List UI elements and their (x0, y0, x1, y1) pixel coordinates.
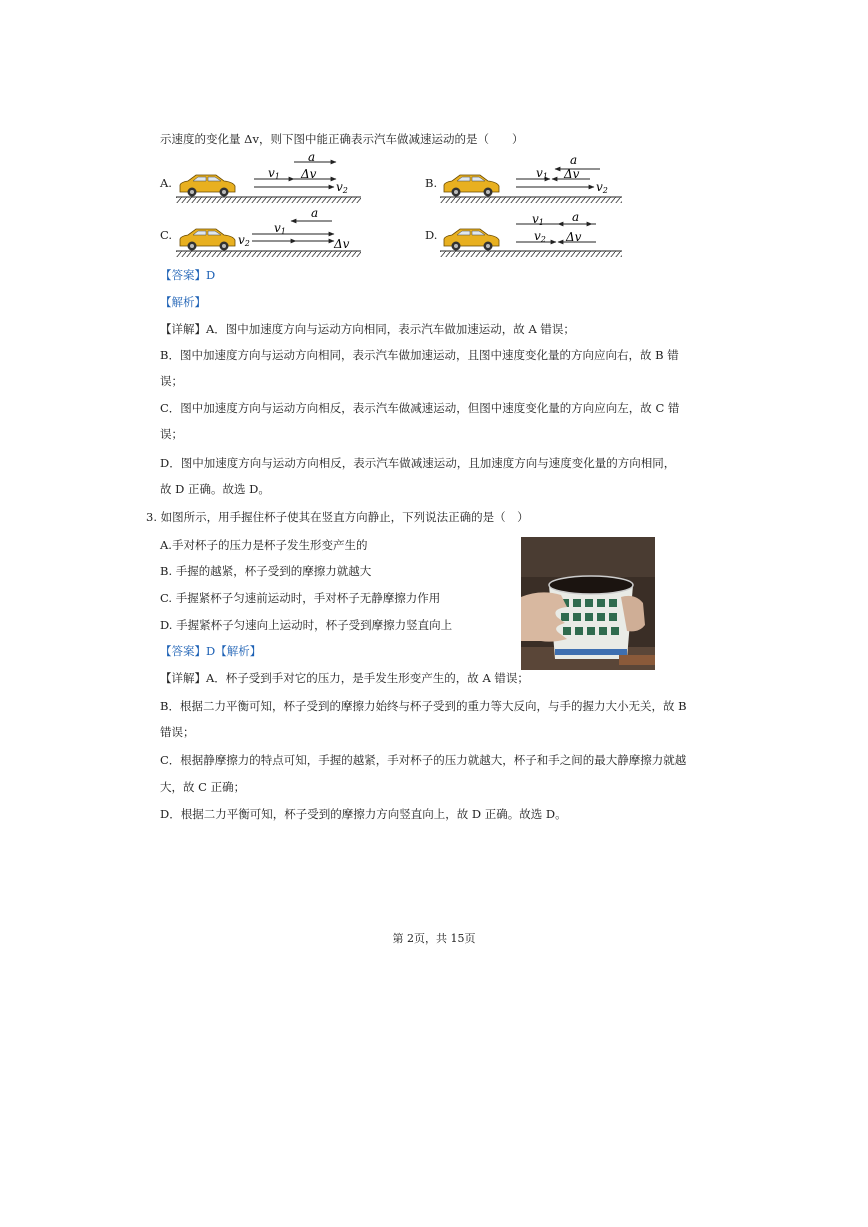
q3-detail-line: C．根据静摩擦力的特点可知，手握的越紧，手对杯子的压力就越大，杯子和手之间的最大静摩擦力就越 (160, 753, 687, 767)
q2-detail-line: B．图中加速度方向与运动方向相同，表示汽车做加速运动，且图中速度变化量的方向应向右，故 B 错 (160, 348, 679, 362)
svg-text:Δv: Δv (334, 237, 350, 251)
q3-detail-line: 大，故 C 正确； (160, 780, 246, 794)
diagram-b-label: B. (425, 176, 438, 190)
svg-text:v1: v1 (274, 221, 286, 236)
q3-option-c: C. 手握紧杯子匀速前运动时，手对杯子无静摩擦力作用 (160, 591, 441, 605)
q3-option-b: B. 手握的越紧，杯子受到的摩擦力就越大 (160, 564, 372, 578)
page-number: 第 2页，共 15页 (392, 932, 476, 945)
svg-text:a: a (570, 153, 578, 167)
svg-text:v1: v1 (536, 166, 548, 181)
question-intro: 示速度的变化量 Δv，则下图中能正确表示汽车做减速运动的是（ ） (160, 132, 524, 146)
diagram-b (440, 150, 630, 206)
q2-analysis: 【解析】 (160, 295, 206, 309)
q2-detail-line: C．图中加速度方向与运动方向相反，表示汽车做减速运动，但图中速度变化量的方向应向左，故 C 错 (160, 401, 680, 415)
q2-detail-line: 故 D 正确。故选 D。 (160, 482, 270, 496)
svg-text:v1: v1 (268, 166, 280, 181)
q3-stem: 3. 如图所示，用手握住杯子使其在竖直方向静止，下列说法正确的是（ ） (146, 510, 529, 524)
svg-text:v2: v2 (238, 233, 250, 248)
q3-detail-line: D．根据二力平衡可知，杯子受到的摩擦力方向竖直向上，故 D 正确。故选 D。 (160, 807, 567, 821)
svg-text:v2: v2 (336, 180, 348, 195)
diagram-a-label: A. (160, 176, 172, 190)
svg-text:a: a (311, 206, 319, 220)
q2-detail-line: 误； (160, 427, 183, 441)
q2-answer: 【答案】D (160, 268, 216, 282)
q3-detail-line: 错误； (160, 725, 195, 739)
car-icon (444, 229, 499, 251)
q3-option-a: A.手对杯子的压力是杯子发生形变产生的 (160, 538, 368, 552)
svg-text:Δv: Δv (301, 167, 317, 181)
cup-photo (521, 537, 655, 670)
q2-detail-line: D．图中加速度方向与运动方向相反，表示汽车做减速运动，且加速度方向与速度变化量的方向相同， (160, 456, 676, 470)
diagram-c (176, 204, 366, 260)
diagram-d (440, 204, 630, 260)
q3-option-d: D. 手握紧杯子匀速向上运动时，杯子受到摩擦力竖直向上 (160, 618, 453, 632)
car-icon (180, 229, 235, 251)
diagram-c-label: C. (160, 228, 173, 242)
car-icon (180, 175, 235, 197)
diagram-d-label: D. (425, 228, 438, 242)
q2-detail-line: 【详解】A．图中加速度方向与运动方向相同，表示汽车做加速运动，故 A 错误； (160, 322, 575, 336)
svg-text:v2: v2 (596, 180, 608, 195)
q3-answer: 【答案】D【解析】 (160, 644, 262, 658)
diagram-a (176, 150, 366, 206)
q3-detail-line: 【详解】A．杯子受到手对它的压力，是手发生形变产生的，故 A 错误； (160, 671, 529, 685)
svg-text:Δv: Δv (564, 167, 580, 181)
svg-text:v2: v2 (534, 229, 546, 244)
diagram-a-a: a (308, 150, 316, 164)
car-icon (444, 175, 499, 197)
svg-text:v1: v1 (532, 212, 544, 227)
q2-detail-line: 误； (160, 374, 183, 388)
svg-text:Δv: Δv (566, 230, 582, 244)
svg-text:a: a (572, 210, 580, 224)
q3-detail-line: B．根据二力平衡可知，杯子受到的摩擦力始终与杯子受到的重力等大反向，与手的握力大小无关，故 B (160, 699, 687, 713)
